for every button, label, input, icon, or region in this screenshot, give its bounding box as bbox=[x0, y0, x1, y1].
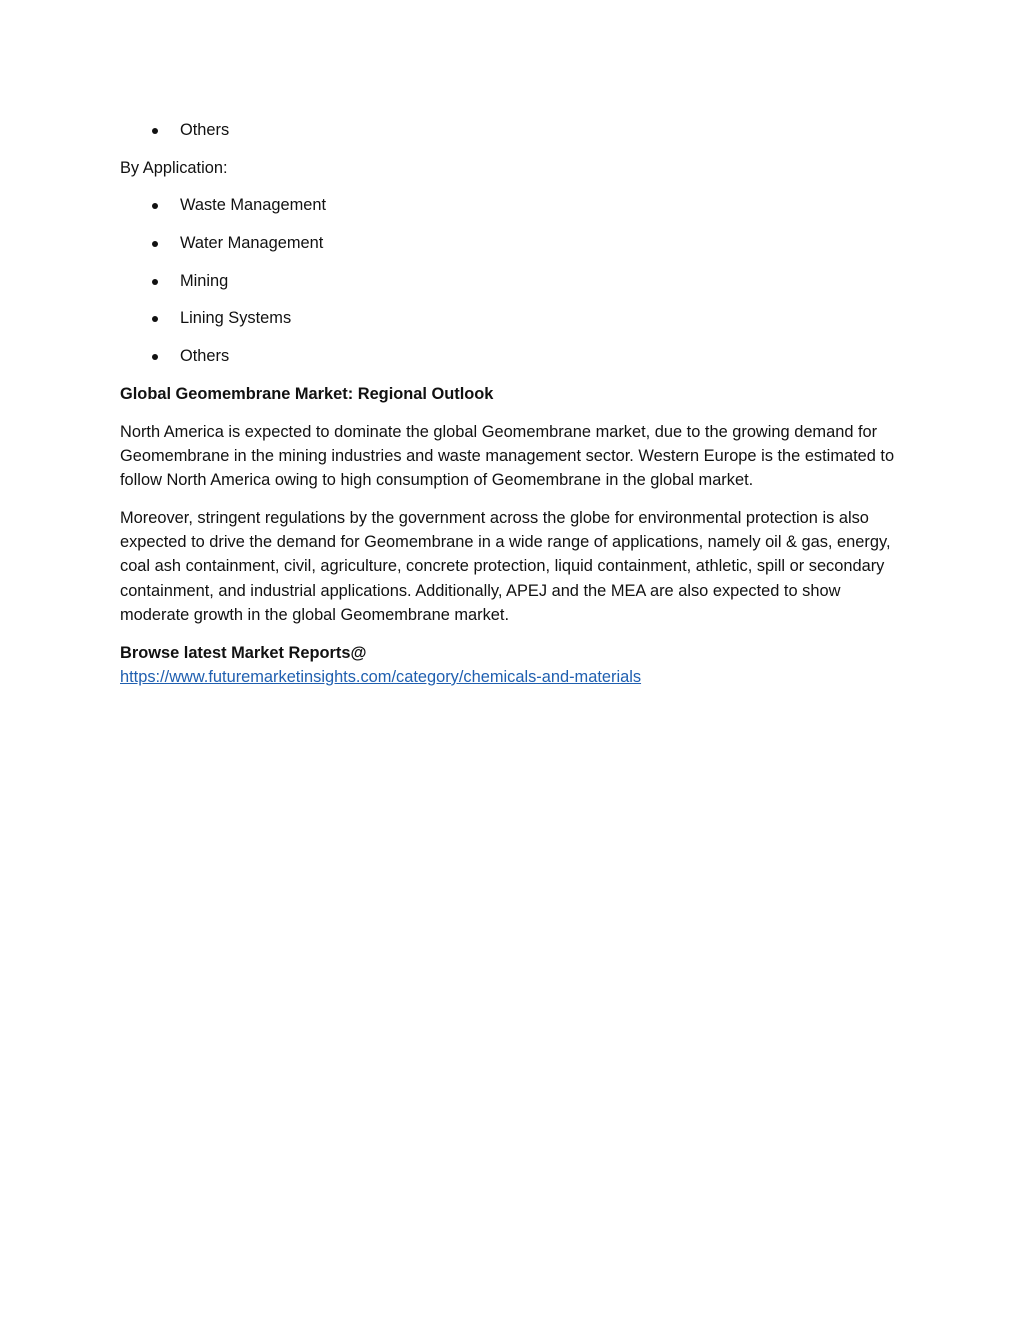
list-item-label: Lining Systems bbox=[180, 309, 292, 328]
bullet-icon bbox=[152, 241, 158, 247]
list-item bbox=[120, 269, 910, 293]
list-item-label: Others bbox=[180, 121, 230, 139]
by-application-label: By Application: bbox=[120, 158, 228, 177]
application-bullet-list bbox=[120, 193, 910, 368]
list-item bbox=[120, 231, 910, 255]
bullet-icon bbox=[152, 354, 158, 360]
bullet-icon bbox=[152, 316, 158, 322]
first-bullet-list bbox=[120, 118, 910, 142]
browse-reports-label: Browse latest Market Reports@ bbox=[120, 643, 367, 662]
regional-paragraph-2: Moreover, stringent regulations by the government across the globe for environmental protection is also expected to drive the demand for Geomembrane in a wide range of applications, namely oil & gas, energy, coal ash containment, civil, agriculture, concrete protection, liquid containment, athletic, spill or secondary containment, and industrial applications. Additionally, APEJ and the MEA are also expected to show moderate growth in the global Geomembrane market. bbox=[120, 508, 891, 624]
list-item-label: Water Management bbox=[180, 234, 324, 253]
list-item bbox=[120, 344, 910, 368]
list-item bbox=[120, 193, 910, 217]
regional-paragraph-1: North America is expected to dominate the global Geomembrane market, due to the growing demand for Geomembrane in the mining industries and waste management sector. Western Europe is the estimated to follow North America owing to high consumption of Geomembrane in the global market. bbox=[120, 422, 895, 490]
list-item-label: Others bbox=[180, 347, 230, 366]
list-item bbox=[120, 118, 910, 142]
list-item-label: Mining bbox=[180, 271, 229, 290]
bullet-icon bbox=[152, 128, 158, 134]
browse-reports-link[interactable]: https://www.futuremarketinsights.com/category/chemicals-and-materials bbox=[120, 667, 642, 686]
list-item bbox=[120, 306, 910, 330]
bullet-icon bbox=[152, 279, 158, 285]
document-page bbox=[120, 118, 910, 689]
list-item-label: Waste Management bbox=[180, 196, 327, 215]
browse-reports-block bbox=[120, 641, 910, 690]
regional-outlook-heading: Global Geomembrane Market: Regional Outlook bbox=[120, 384, 494, 403]
bullet-icon bbox=[152, 203, 158, 209]
